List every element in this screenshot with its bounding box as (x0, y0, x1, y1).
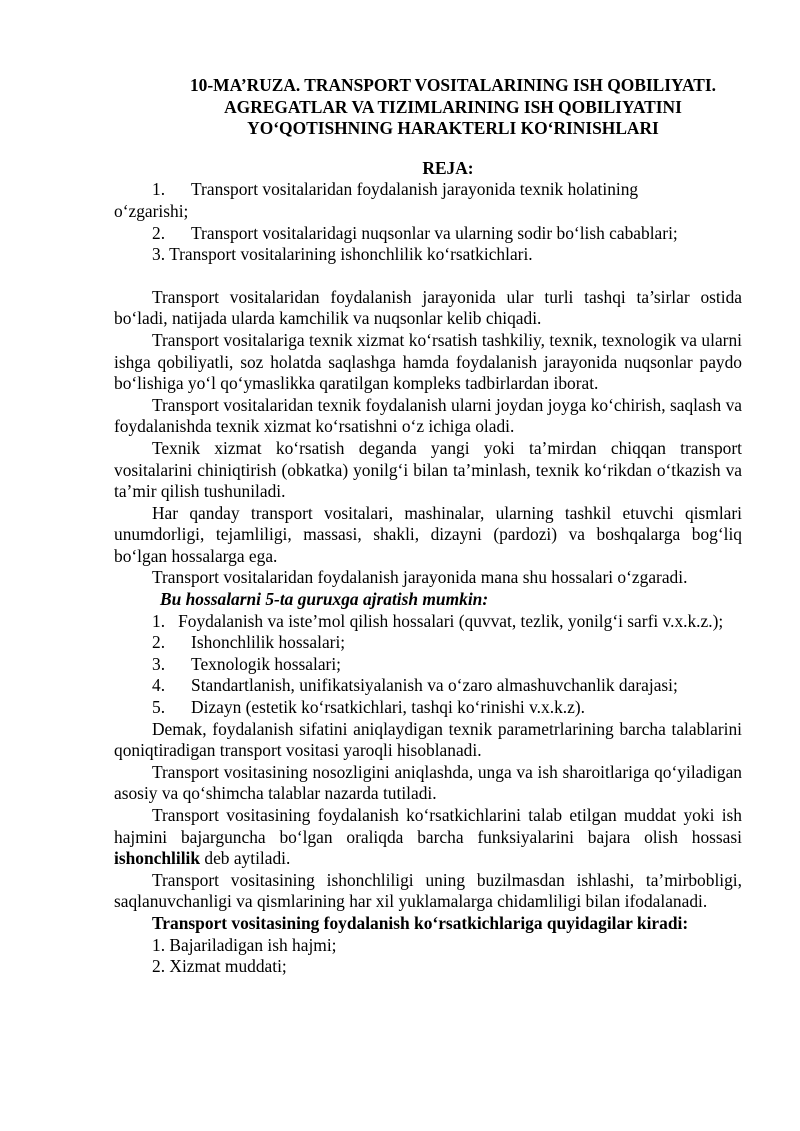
paragraph-10: Transport vositasining ishonchliligi uning buzilmasdan ishlashi, ta’mirbobligi, saqlanuvchanligi va qismlarining har xil yuklamalarga chidamliligi bilan ifodalanadi. (114, 869, 742, 912)
plan-list (114, 179, 742, 265)
group-item-4 (114, 675, 742, 697)
indicator-item-1: 1. Bajariladigan ish hajmi; (152, 934, 337, 955)
group-item-2 (114, 632, 742, 654)
plan-item-number: 3. (152, 244, 166, 265)
groups-subheading: Bu hossalarni 5-ta guruxga ajratish mumkin: (160, 589, 489, 610)
groups-list (114, 611, 742, 719)
group-item-text: Standartlanish, unifikatsiyalanish va o‘zaro almashuvchanlik darajasi; (191, 675, 678, 696)
paragraph-9-text-b: deb aytiladi. (200, 848, 291, 869)
group-item-text: Dizayn (estetik ko‘rsatkichlari, tashqi ko‘rinishi v.x.k.z). (191, 697, 585, 718)
plan-item-3 (114, 244, 742, 266)
paragraph-4: Texnik xizmat ko‘rsatish deganda yangi yoki ta’mirdan chiqqan transport vositalarini chiniqtirish (obkatka) yonilg‘i bilan ta’minlash, texnik ko‘rikdan o‘tkazish va ta’mir qilish tushuniladi. (114, 437, 742, 502)
group-item-text: Texnologik hossalari; (191, 653, 342, 674)
paragraph-9-text-a: Transport vositasining foydalanish ko‘rsatkichlarini talab etilgan muddat yoki ish hajmini bajarguncha bo‘lgan oraliqda barcha funksiyalarini bajara olish hossasi (114, 805, 742, 847)
group-item-number: 2. (152, 632, 166, 653)
plan-item-text: Transport vositalarining ishonchlilik ko‘rsatkichlari. (169, 244, 533, 265)
plan-item-text: Transport vositalaridan foydalanish jarayonida texnik holatining (191, 179, 639, 200)
indicators-heading: Transport vositasining foydalanish ko‘rsatkichlariga quyidagilar kiradi: (152, 912, 689, 933)
group-item-text: Foydalanish va iste’mol qilish hossalari (quvvat, tezlik, yonilg‘i sarfi v.x.k.z.); (178, 610, 724, 631)
group-item-number: 3. (152, 653, 166, 674)
plan-item-1-continuation: o‘zgarishi; (114, 200, 189, 221)
indicators-list (114, 935, 742, 978)
plan-item-text: Transport vositalaridagi nuqsonlar va ularning sodir bo‘lish cabablari; (191, 222, 678, 243)
paragraph-2: Transport vositalariga texnik xizmat ko‘rsatish tashkiliy, texnik, texnologik va ularni ishga qobiliyatli, soz holatda saqlashga hamda foydalanish jarayonida nuqsonlar paydo bo‘lishiga yo‘l qo‘ymaslikka qaratilgan kompleks tadbirlardan iborat. (114, 329, 742, 394)
plan-item-2 (114, 223, 742, 245)
title-line-3: YO‘QOTISHNING HARAKTERLI KO‘RINISHLARI (247, 118, 659, 139)
group-item-5 (114, 697, 742, 719)
group-item-number: 4. (152, 675, 166, 696)
group-item-number: 5. (152, 697, 166, 718)
plan-item-number: 1. (152, 179, 166, 200)
paragraph-8: Transport vositasining nosozligini aniqlashda, unga va ish sharoitlariga qo‘yiladigan asosiy va qo‘shimcha talablar nazarda tutiladi. (114, 761, 742, 804)
title-line-1: 10-MA’RUZA. TRANSPORT VOSITALARINING ISH QOBILIYATI. (189, 75, 716, 95)
indicator-item-2: 2. Xizmat muddati; (152, 956, 287, 977)
paragraph-6: Transport vositalaridan foydalanish jarayonida mana shu hossalari o‘zgaradi. (152, 567, 688, 588)
paragraph-7: Demak, foydalanish sifatini aniqlaydigan texnik parametrlarining barcha talablarini qoniqtiradigan transport vositasi yaroqli hisoblanadi. (114, 718, 742, 761)
group-item-number: 1. (152, 610, 166, 631)
paragraph-9 (114, 805, 742, 870)
plan-item-1 (114, 179, 742, 201)
group-item-1 (114, 611, 742, 633)
plan-item-number: 2. (152, 222, 166, 243)
paragraph-5: Har qanday transport vositalari, mashinalar, ularning tashkil etuvchi qismlari unumdorligi, tejamliligi, massasi, shakli, dizayni (pardozi) va boshqalarga bog‘liq bo‘lgan hossalarga ega. (114, 502, 742, 566)
title-line-2: AGREGATLAR VA TIZIMLARINING ISH QOBILIYATINI (224, 96, 682, 117)
paragraph-3: Transport vositalaridan texnik foydalanish ularni joydan joyga ko‘chirish, saqlash va foydalanishda texnik xizmat ko‘rsatishni o‘z ichiga oladi. (114, 394, 742, 437)
term-ishonchlilik: ishonchlilik (114, 848, 201, 869)
plan-heading: REJA: (422, 157, 474, 178)
paragraph-1: Transport vositalaridan foydalanish jarayonida ular turli tashqi ta’sirlar ostida bo‘ladi, natijada ularda kamchilik va nuqsonlar kelib chiqadi. (114, 286, 742, 329)
group-item-text: Ishonchlilik hossalari; (191, 632, 346, 653)
group-item-3 (114, 654, 742, 676)
lecture-title (114, 75, 742, 140)
